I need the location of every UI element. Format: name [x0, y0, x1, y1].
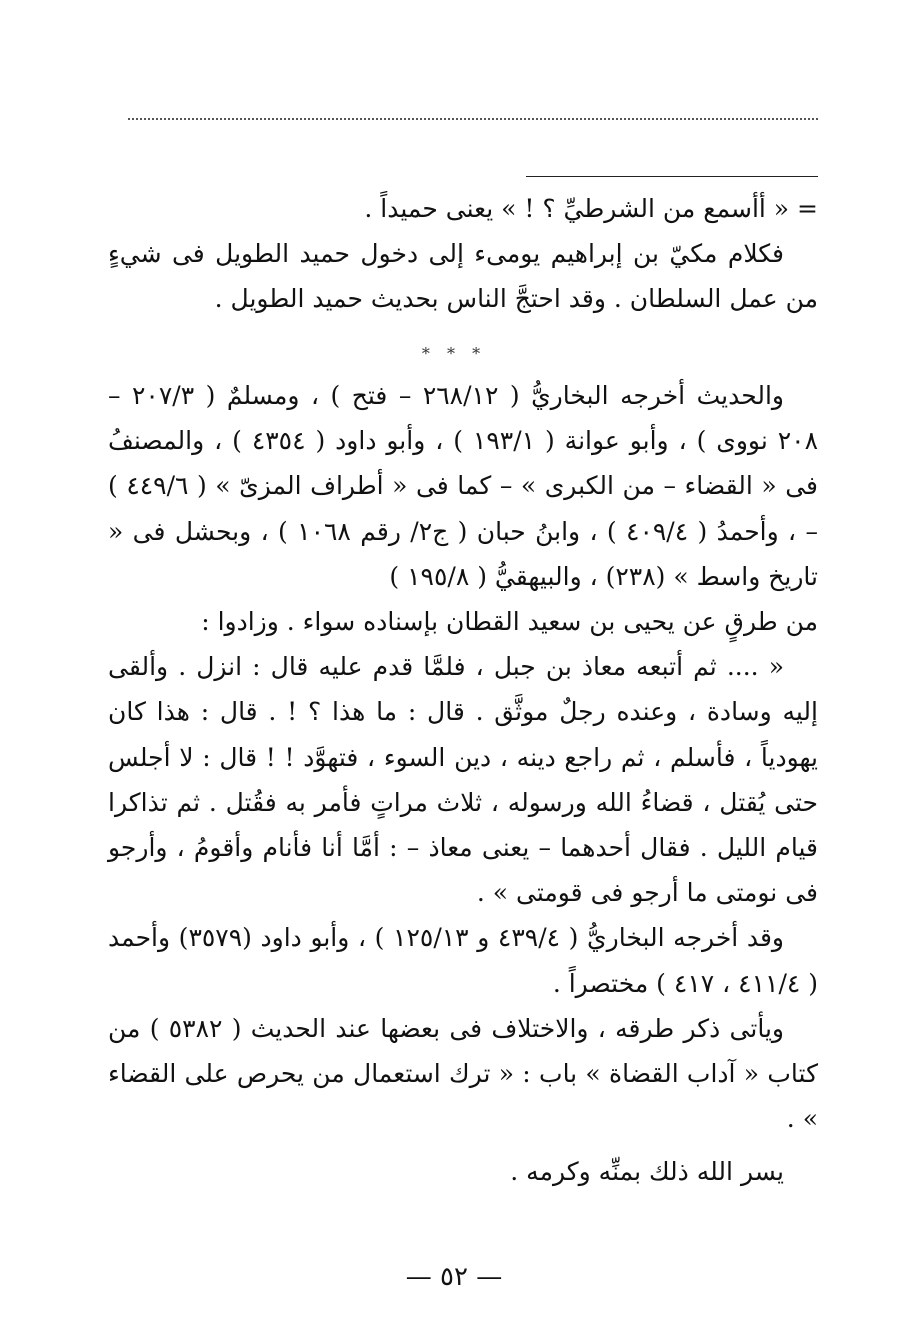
footnote-separator-line [526, 176, 818, 177]
main-text-block [108, 373, 818, 1195]
paragraph: يسر الله ذلك بمنِّه وكرمه . [510, 1157, 784, 1187]
footnote-line: = « أأسمع من الشرطيِّ ؟ ! » يعنى حميداً . [364, 194, 818, 223]
page-number: — ٥٢ — [405, 1262, 503, 1292]
top-dotted-rule [128, 118, 818, 120]
paragraph: والحديث أخرجه البخاريُّ ( ٢٦٨/١٢ – فتح ) ، ومسلمٌ ( ٢٠٧/٣ – ٢٠٨ نووى ) ، وأبو عوانة ( ١٩٣/١ ) ، وأبو داود ( ٤٣٥٤ ) ، والمصنفُ فى « القضاء – من الكبرى » – كما فى « أطراف المزىّ » ( ٤٤٩/٦ ) – ، وأحمدُ ( ٤٠٩/٤ ) ، وابنُ حبان ( ج٢/ رقم ١٠٦٨ ) ، وبحشل فى « تاريخ واسط » (٢٣٨) ، والبيهقيُّ ( ١٩٥/٨ ) [108, 381, 819, 591]
footnote-block [108, 186, 818, 322]
paragraph: وقد أخرجه البخاريُّ ( ٤٣٩/٤ و ١٢٥/١٣ ) ، وأبو داود (٣٥٧٩) وأحمد ( ٤١١/٤ ، ٤١٧ ) مختصراً . [108, 923, 818, 998]
paragraph: ويأتى ذكر طرقه ، والاختلاف فى بعضها عند الحديث ( ٥٣٨٢ ) من كتاب « آداب القضاة » باب : « ترك استعمال من يحرص على القضاء » . [108, 1013, 818, 1134]
paragraph: من طرقٍ عن يحيى بن سعيد القطان بإسناده سواء . وزادوا : [201, 607, 818, 637]
section-separator-stars: * * * [421, 344, 487, 363]
footnote-line: فكلام مكيّ بن إبراهيم يومىء إلى دخول حميد الطويل فى شيءٍ من عمل السلطان . وقد احتجَّ الناس بحديث حميد الطويل . [108, 239, 818, 314]
paragraph: « .... ثم أتبعه معاذ بن جبل ، فلمَّا قدم عليه قال : انزل . وألقى إليه وسادة ، وعنده رجلٌ موثَّق . قال : ما هذا ؟ ! . قال : هذا كان يهودياً ، فأسلم ، ثم راجع دينه ، دين السوء ، فتهوَّد ! ! قال : لا أجلس حتى يُقتل ، قضاءُ الله ورسوله ، ثلاث مراتٍ فأمر به فقُتل . ثم تذاكرا قيام الليل . فقال أحدهما – يعنى معاذ – : أمَّا أنا فأنام وأقومُ ، وأرجو فى نومتى ما أرجو فى قومتى » . [108, 652, 818, 908]
